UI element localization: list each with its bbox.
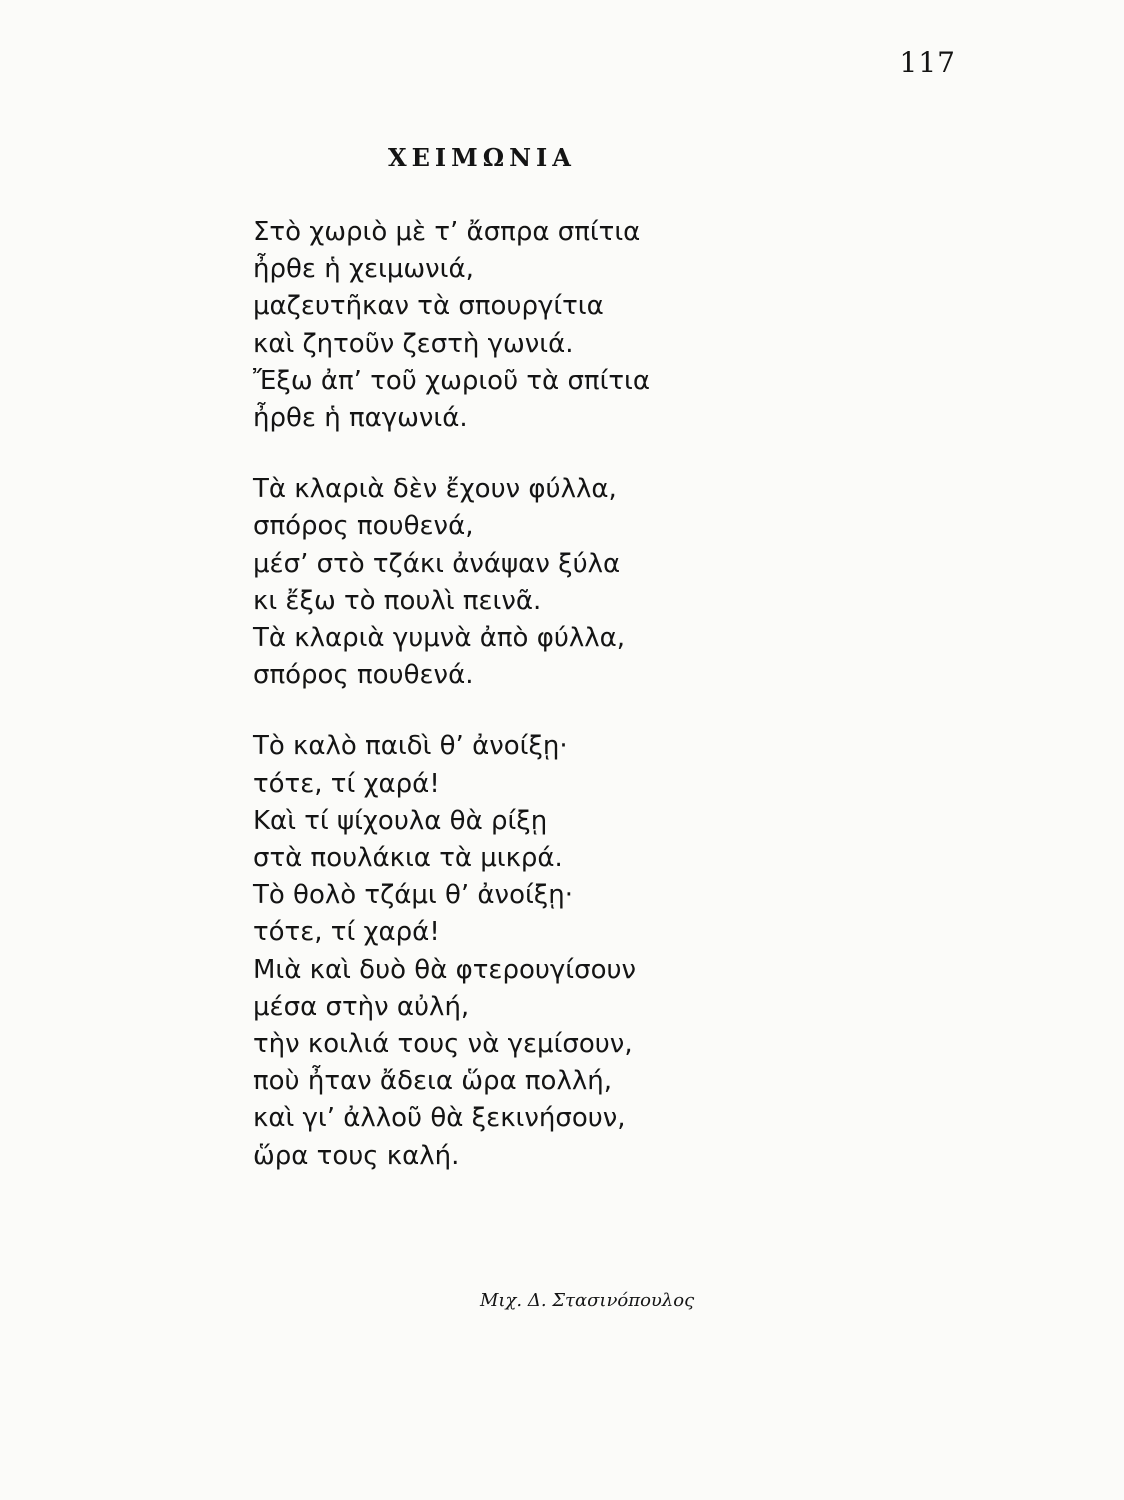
verse-line: καὶ γι’ ἀλλοῦ θὰ ξεκινήσουν, — [253, 1103, 626, 1134]
verse-line: κι ἔξω τὸ πουλὶ πεινᾶ. — [253, 585, 542, 616]
verse-line: μέσα στὴν αὐλή, — [253, 991, 470, 1022]
verse-line: μέσ’ στὸ τζάκι ἀνάψαν ξύλα — [253, 548, 621, 579]
verse-line: ὥρα τους καλή. — [253, 1140, 460, 1171]
poem-body — [253, 214, 813, 1209]
verse-line: σπόρος πουθενά. — [253, 660, 474, 691]
page-number: 117 — [899, 46, 956, 79]
verse-line: Τὰ κλαριὰ δὲν ἔχουν φύλλα, — [253, 474, 617, 505]
stanza-3 — [253, 728, 813, 1174]
verse-line: Τὰ κλαριὰ γυμνὰ ἀπὸ φύλλα, — [253, 623, 626, 654]
verse-line: ποὺ ἦταν ἄδεια ὥρα πολλή, — [253, 1066, 612, 1097]
verse-line: καὶ ζητοῦν ζεστὴ γωνιά. — [253, 328, 574, 359]
verse-line: Καὶ τί ψίχουλα θὰ ρίξῃ — [253, 805, 548, 836]
verse-line: Μιὰ καὶ δυὸ θὰ φτερουγίσουν — [253, 954, 637, 985]
verse-line: τότε, τί χαρά! — [253, 768, 440, 799]
verse-line: στὰ πουλάκια τὰ μικρά. — [253, 843, 563, 874]
verse-line: Τὸ καλὸ παιδὶ θ’ ἀνοίξῃ· — [253, 731, 568, 762]
verse-line: ἦρθε ἡ χειμωνιά, — [253, 254, 474, 285]
stanza-2 — [253, 471, 813, 694]
author-signature: Μιχ. Δ. Στασινόπουλος — [480, 1290, 695, 1311]
verse-line: τὴν κοιλιά τους νὰ γεμίσουν, — [253, 1029, 633, 1060]
verse-line: τότε, τί χαρά! — [253, 917, 440, 948]
verse-line: Στὸ χωριὸ μὲ τ’ ἄσπρα σπίτια — [253, 217, 641, 247]
verse-line: Ἔξω ἀπ’ τοῦ χωριοῦ τὰ σπίτια — [253, 365, 650, 396]
verse-line: ἦρθε ἡ παγωνιά. — [253, 403, 468, 434]
verse-line: μαζευτῆκαν τὰ σπουργίτια — [253, 291, 604, 322]
poem-title: ΧΕΙΜΩΝΙΑ — [388, 143, 576, 172]
verse-line: Τὸ θολὸ τζάμι θ’ ἀνοίξῃ· — [253, 880, 574, 911]
stanza-1 — [253, 214, 813, 437]
verse-line: σπόρος πουθενά, — [253, 511, 474, 542]
